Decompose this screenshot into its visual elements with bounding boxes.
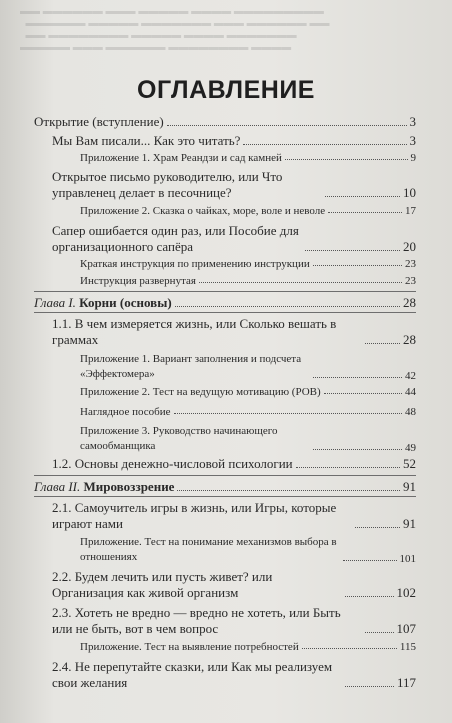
toc-page-number: 102 [396,585,416,600]
toc-page-number: 115 [399,641,416,653]
toc-page-number: 49 [405,442,416,454]
toc-entry-title: Приложение 2. Сказка о чайках, море, воле и неволе [80,205,326,217]
toc-entry[interactable] [80,205,416,217]
toc-entry-title: Открытие (вступление) [34,114,164,129]
chapter-label: Глава II. [34,479,81,494]
toc-entry-title: Приложение. Тест на понимание механизмов выбора в отношениях [80,536,337,563]
toc-entry[interactable] [80,406,416,418]
leader-dots [313,449,402,450]
leader-dots [296,467,400,468]
bleed-through-text: ▬▬ ▬▬▬▬▬▬ ▬▬▬ ▬▬▬▬▬ ▬▬▬▬ ▬▬▬▬▬▬▬▬▬ ▬▬▬▬▬▬ ▬▬▬▬▬ ▬▬▬▬▬▬▬ ▬▬▬ ▬▬▬▬▬▬ ▬▬ ▬▬ ▬▬▬▬▬▬▬▬ ▬▬▬▬▬ ▬▬▬▬ ▬▬▬▬▬▬▬ ▬▬▬▬▬ ▬▬▬ ▬▬▬▬▬▬ ▬▬▬▬▬▬▬▬ ▬▬▬▬ [20,6,330,53]
leader-dots [328,212,402,213]
leader-dots [174,413,403,414]
leader-dots [345,596,394,597]
leader-dots [325,196,400,197]
toc-entry-title: Приложение 2. Тест на ведущую мотивацию (РОВ) [80,386,321,398]
leader-dots [343,560,397,561]
toc-entry-title: Инструкция развернутая [80,275,196,287]
leader-dots [365,632,394,633]
toc-entry[interactable] [80,152,416,164]
toc-page-number: 3 [409,114,416,129]
toc-entry-title: Открытое письмо руководителю, или Что управленец делает в песочнице? [52,169,283,200]
leader-dots [313,377,402,378]
toc-page-number: 48 [405,406,416,418]
toc-entry[interactable] [80,386,416,398]
leader-dots [305,250,400,251]
leader-dots [285,159,408,160]
toc-page-number: 42 [405,370,416,382]
toc-entry[interactable] [52,569,416,601]
divider [34,496,416,497]
toc-entry[interactable] [80,535,416,565]
toc-page-number: 28 [403,332,416,347]
leader-dots [302,648,397,649]
chapter-title: Корни (основы) [79,295,172,310]
toc-entry-title [34,479,174,495]
toc-page-number: 107 [396,621,416,636]
toc-page-number: 91 [403,479,416,494]
chapter-label: Глава I. [34,295,76,310]
toc-page-number: 91 [403,516,416,531]
toc-heading: ОГЛАВЛЕНИЕ [137,76,315,104]
toc-page-number: 20 [403,239,416,254]
leader-dots [324,393,402,394]
toc-entry[interactable] [80,275,416,287]
toc-entry-title [34,295,172,311]
toc-entry-title: Приложение 1. Вариант заполнения и подсчета «Эффектомера» [80,353,302,380]
toc-entry-title: 1.1. В чем измеряется жизнь, или Сколько вешать в граммах [52,316,337,347]
toc-entry-title: Приложение 3. Руководство начинающего самообманщика [80,425,278,452]
chapter-title: Мировоззрение [83,479,175,494]
toc-entry-title: 2.4. Не перепутайте сказки, или Как мы реализуем свои желания [52,659,333,690]
toc-page-number: 28 [403,295,416,310]
toc-entry-title: Краткая инструкция по применению инструкции [80,258,310,270]
toc-entry[interactable] [80,352,416,382]
toc-entry[interactable] [80,641,416,653]
toc-entry[interactable] [80,424,416,454]
toc-entry-title: 1.2. Основы денежно-числовой психологии [52,456,293,471]
toc-chapter[interactable] [34,295,416,311]
toc-entry-title: Мы Вам писали... Как это читать? [52,133,241,148]
toc-entry[interactable] [34,114,416,130]
toc-entry-title: Наглядное пособие [80,406,171,418]
toc-page-number: 101 [399,553,416,565]
toc-page-number: 9 [410,152,416,164]
leader-dots [167,125,407,126]
toc-entry[interactable] [80,258,416,270]
leader-dots [365,343,400,344]
divider [34,475,416,476]
toc-entry[interactable] [52,605,416,637]
toc-entry[interactable] [52,500,416,532]
toc-entry[interactable] [52,659,416,691]
toc-entry-title: Сапер ошибается один раз, или Пособие для организационного сапёра [52,223,299,254]
divider [34,291,416,292]
toc-entry[interactable] [52,456,416,472]
leader-dots [177,490,400,491]
leader-dots [355,527,400,528]
toc-entry-title: 2.3. Хотеть не вредно — вредно не хотеть, или Быть или не быть, вот в чем вопрос [52,605,341,636]
toc-page-number: 3 [409,133,416,148]
toc-page-number: 23 [405,275,416,287]
leader-dots [313,265,402,266]
leader-dots [175,306,400,307]
toc-page-number: 44 [405,386,416,398]
toc-entry[interactable] [52,169,416,201]
leader-dots [199,282,402,283]
toc-page-number: 52 [403,456,416,471]
toc-entry[interactable] [52,223,416,255]
leader-dots [345,686,394,687]
toc-entry[interactable] [52,133,416,149]
toc-page-number: 10 [403,185,416,200]
toc-page-number: 17 [405,205,416,217]
toc-entry-title: Приложение 1. Храм Реандзи и сад камней [80,152,282,164]
toc-chapter[interactable] [34,479,416,495]
toc-entry-title: Приложение. Тест на выявление потребностей [80,641,299,653]
divider [34,312,416,313]
toc-page-number: 117 [396,675,416,690]
toc-entry-title: 2.1. Самоучитель игры в жизнь, или Игры, которые играют нами [52,500,337,531]
toc-entry-title: 2.2. Будем лечить или пусть живет? или Организация как живой организм [52,569,273,600]
leader-dots [243,144,406,145]
toc-entry[interactable] [52,316,416,348]
toc-page-number: 23 [405,258,416,270]
